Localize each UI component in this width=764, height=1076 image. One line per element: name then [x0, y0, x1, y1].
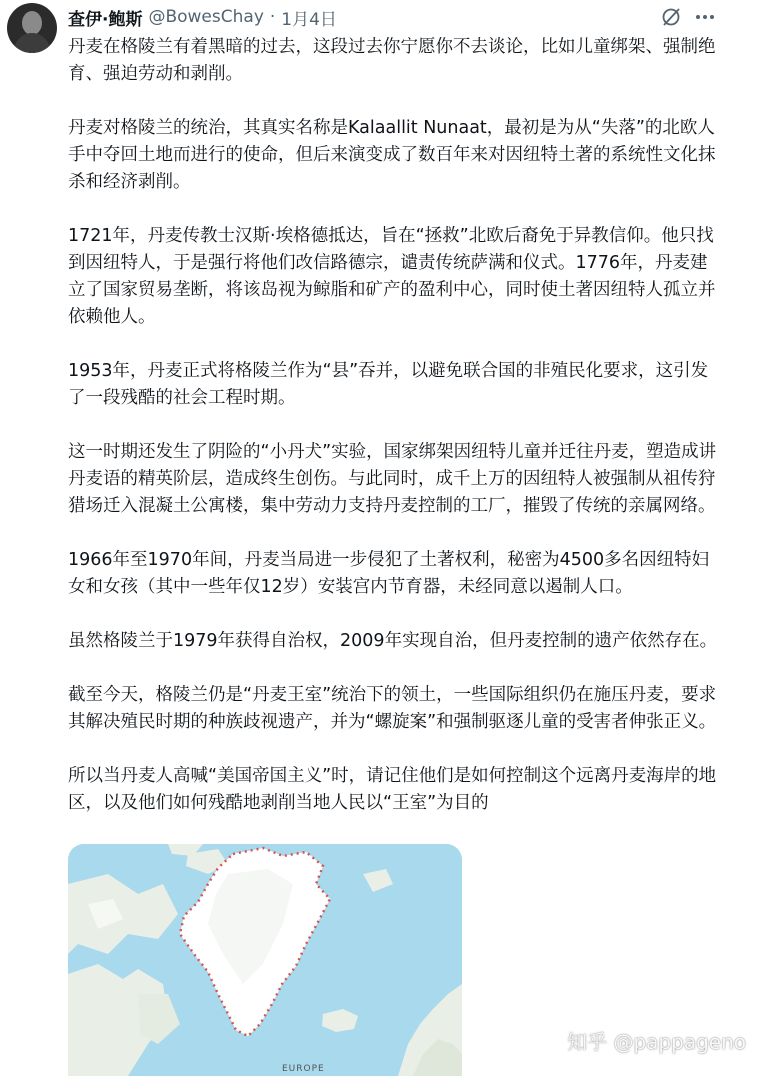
tweet-text [68, 34, 718, 844]
paragraph: 虽然格陵兰于1979年获得自治权，2009年实现自治，但丹麦控制的遗产依然存在。 [68, 631, 718, 651]
paragraph: 丹麦对格陵兰的统治，其真实名称是Kalaallit Nunaat，最初是为从“失落”的北欧人手中夺回土地而进行的使命，但后来演变成了数百年来对因纽特土著的系统性文化抹杀和经济剥削。 [68, 118, 716, 192]
watermark: 知乎 @pappageno [567, 1030, 746, 1054]
map-image[interactable] [68, 844, 462, 1076]
tweet-header [68, 4, 337, 30]
paragraph: 截至今天，格陵兰仍是“丹麦王室”统治下的领土，一些国际组织仍在施压丹麦，要求其解决殖民时期的种族歧视遗产，并为“螺旋案”和强制驱逐儿童的受害者伸张正义。 [68, 685, 717, 732]
grok-icon[interactable] [660, 6, 682, 28]
separator-dot: · [269, 7, 276, 27]
paragraph: 1966年至1970年间，丹麦当局进一步侵犯了土著权利，秘密为4500多名因纽特妇女和女孩（其中一些年仅12岁）安装宫内节育器，未经同意以遏制人口。 [68, 550, 710, 597]
paragraph: 所以当丹麦人高喊“美国帝国主义”时，请记住他们是如何控制这个远离丹麦海岸的地区，以及他们如何残酷地剥削当地人民以“王室”为目的 [68, 766, 717, 813]
handle[interactable]: @BowesChay [148, 7, 264, 27]
paragraph: 这一时期还发生了阴险的“小丹犬”实验，国家绑架因纽特儿童并迁往丹麦，塑造成讲丹麦语的精英阶层，造成终生创伤。与此同时，成千上万的因纽特人被强制从祖传狩猎场迁入混凝土公寓楼，集中劳动力支持丹麦控制的工厂，摧毁了传统的亲属网络。 [68, 442, 717, 516]
paragraph: 1953年，丹麦正式将格陵兰作为“县”吞并，以避免联合国的非殖民化要求，这引发了一段残酷的社会工程时期。 [68, 361, 709, 408]
more-icon[interactable] [694, 6, 716, 28]
map-region-label: EUROPE [282, 1064, 325, 1074]
paragraph: 丹麦在格陵兰有着黑暗的过去，这段过去你宁愿你不去谈论，比如儿童绑架、强制绝育、强迫劳动和剥削。 [68, 37, 716, 84]
paragraph: 1721年，丹麦传教士汉斯·埃格德抵达，旨在“拯救”北欧后裔免于异教信仰。他只找到因纽特人，于是强行将他们改信路德宗，谴责传统萨满和仪式。1776年，丹麦建立了国家贸易垄断，将该岛视为鲸脂和矿产的盈利中心，同时使土著因纽特人孤立并依赖他人。 [68, 226, 716, 327]
avatar[interactable] [7, 3, 57, 53]
display-name[interactable]: 查伊·鲍斯 [68, 9, 143, 30]
post-date[interactable]: 1月4日 [281, 9, 337, 30]
